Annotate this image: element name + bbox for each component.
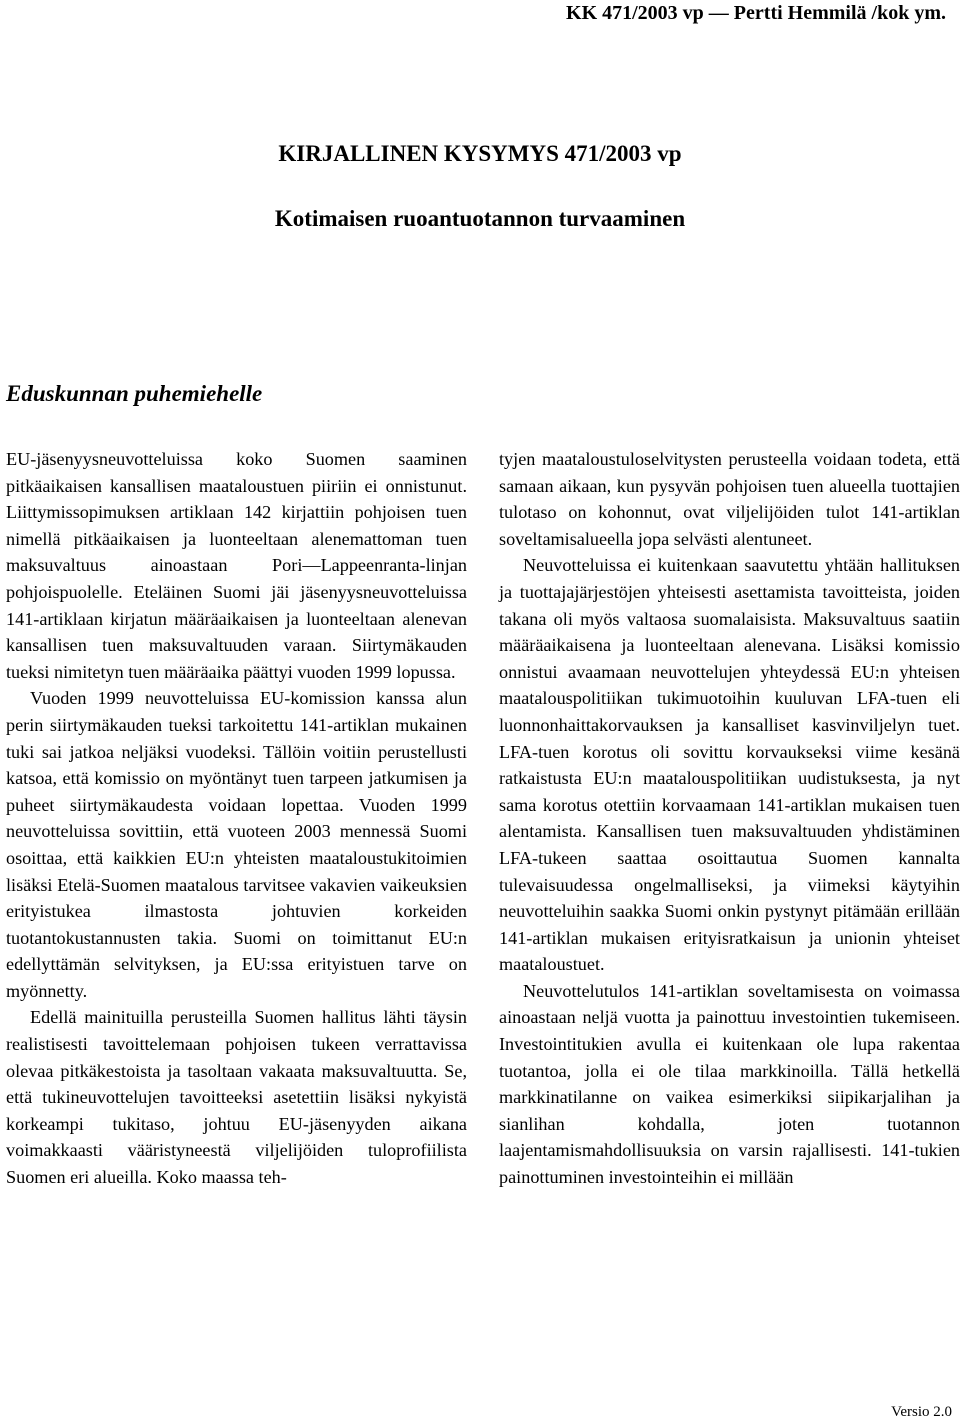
document-header: KK 471/2003 vp — Pertti Hemmilä /kok ym. [566, 2, 946, 24]
right-column [499, 446, 960, 1191]
paragraph: tyjen maataloustuloselvitysten perusteella voidaan todeta, että samaan aikaan, kun pysyvän pohjoisen tuen alueella tuottajien tulotaso on kohonnut, ovat viljelijöiden tulot 141-artiklan soveltamisalueella jopa selvästi alentuneet. [499, 449, 960, 549]
document-title: KIRJALLINEN KYSYMYS 471/2003 vp [278, 141, 682, 166]
paragraph: EU-jäsenyysneuvotteluissa koko Suomen saaminen pitkäaikaisen kansallisen maataloustuen piiriin ei onnistunut. Liittymissopimuksen artiklaan 142 kirjattiin pohjoisen tuen nimellä pitkäaikaisen ja luonteeltaan alenemattoman tuen maksuvaltuus ainoastaan Pori—Lappeenranta-linjan pohjoispuolelle. Eteläinen Suomi jäi jäsenyysneuvotteluissa 141-artiklaan kirjatun määräaikaisen ja luonteeltaan alenevan kansallisen tuen maksuvaltuuden varaan. Siirtymäkauden tueksi nimitetyn tuen määräaika päättyi vuoden 1999 lopussa. [6, 449, 467, 682]
paragraph: Edellä mainituilla perusteilla Suomen hallitus lähti täysin realistisesti tavoittelemaan pohjoisen tukeen verrattavissa olevaa pitkäkestoista ja tasoltaan vakaata maksuvaltuutta. Se, että tukineuvottelujen tavoitteeksi asetettiin lisäksi nykyistä korkeampi tukitaso, johtuu EU-jäsenyyden aikana voimakkaasti vääristyneestä viljelijöiden tuloprofiilista Suomen eri alueilla. Koko maassa teh- [6, 1007, 467, 1188]
paragraph: Vuoden 1999 neuvotteluissa EU-komission kanssa alun perin siirtymäkauden tueksi tarkoitettu 141-artiklan mukainen tuki sai jatkoa neljäksi vuodeksi. Tällöin voitiin perustellusti katsoa, että komissio on myöntänyt tuen tarpeen jatkumisen ja puheet siirtymäkaudesta voidaan lopettaa. Vuoden 1999 neuvotteluissa sovittiin, että vuoteen 2003 mennessä Suomi osoittaa, että kaikkien EU:n yhteisten maataloustukitoimien lisäksi Etelä-Suomen maatalous tarvitsee vakavien vaikeuksien erityistukea ilmastosta johtuvien korkeiden tuotantokustannusten takia. Suomi on toimittanut EU:n edellyttämän selvityksen, ja EU:ssa erityistuen tarve on myönnetty. [6, 688, 467, 1001]
version-label: Versio 2.0 [891, 1404, 952, 1420]
paragraph: Neuvottelutulos 141-artiklan soveltamisesta on voimassa ainoastaan neljä vuotta ja painottuu investointien tukemiseen. Investointitukien avulla ei kuitenkaan ole lupa rakentaa tuotantoa, jolla ei ole tilaa markkinoilla. Tällä hetkellä markkinatilanne on vaikea esimerkiksi siipikarjalihan ja sianlihan kohdalla, joten tuotannon laajentamismahdollisuuksia on varsin rajallisesti. 141-tukien painottuminen investointeihin ei millään [499, 980, 960, 1188]
salutation: Eduskunnan puhemiehelle [6, 381, 263, 406]
paragraph: Neuvotteluissa ei kuitenkaan saavutettu yhtään hallituksen ja tuottajajärjestöjen yhteisesti asettamista tavoitteista, joiden takana oli myös valtaosa suomalaisista. Maksuvaltuus saatiin määräaikaisena ja luonteeltaan alenevana. Lisäksi komissio onnistui avaamaan neuvottelujen yhteydessä EU:n yhteisen maatalouspolitiikan tukimuotoihin kuuluvan LFA-tuen eli luonnonhaittakorvauksen ja kansalliset kasvinviljelyn tuet. LFA-tuen korotus oli sovittu korvaukseksi viime kesänä ratkaistusta EU:n maatalouspolitiikan uudistuksesta, ja nyt sama korotus otettiin korvaamaan 141-artiklan mukaisen tuen alentamista. Kansallisen tuen maksuvaltuuden yhdistäminen LFA-tukeen saattaa osoittautua Suomen kannalta tulevaisuudessa ongelmalliseksi, ja viimeksi käytyihin neuvotteluihin saakka Suomi onkin pystynyt pitämään erillään 141-artiklan mukaisen erityisratkaisun ja unionin yhteiset maataloustuet. [499, 555, 960, 975]
left-column [6, 446, 467, 1191]
document-subtitle: Kotimaisen ruoantuotannon turvaaminen [274, 206, 686, 231]
